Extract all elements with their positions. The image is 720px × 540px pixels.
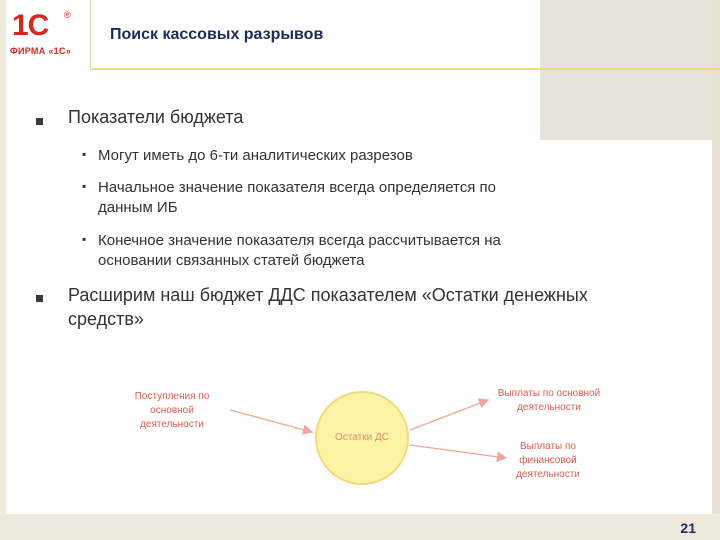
node-cash-balance: Остатки ДС [335, 432, 389, 443]
node-operating-inflows-line-1: Поступления по [134, 391, 210, 402]
node-operating-payments [484, 387, 614, 415]
slide-title: Поиск кассовых разрывов [110, 26, 324, 43]
arrow-balance-to-financial-payments [410, 445, 506, 458]
sub-bullet-mark: ▪ [82, 232, 87, 246]
node-financial-payments [498, 440, 598, 482]
logo-registered-mark: ® [64, 10, 71, 20]
bullet-extend-budget-line-2: средств» [68, 309, 144, 329]
sub-bullet-mark: ▪ [82, 179, 87, 193]
sub-bullet-3-line-1: Конечное значение показателя всегда рассчитывается на [98, 232, 501, 249]
node-operating-inflows-line-2: основной [150, 405, 194, 416]
node-financial-payments-line-2: финансовой [519, 455, 577, 466]
bullet-extend-budget-line-1: Расширим наш бюджет ДДС показателем «Остатки денежных [68, 285, 588, 305]
page-number: 21 [680, 520, 696, 536]
sub-bullet-2-line-2: данным ИБ [98, 199, 178, 216]
sub-bullet-3-line-2: основании связанных статей бюджета [98, 252, 365, 269]
node-operating-payments-line-2: деятельности [517, 402, 581, 413]
sub-bullet-1: Могут иметь до 6-ти аналитических разрезов [98, 147, 413, 164]
logo-mark: 1С [12, 9, 49, 42]
sub-bullet-2-line-1: Начальное значение показателя всегда определяется по [98, 179, 497, 196]
arrow-inflow-to-balance [230, 410, 312, 432]
logo-text: ФИРМА «1С» [10, 46, 72, 56]
node-operating-inflows [112, 390, 232, 432]
node-operating-payments-line-1: Выплаты по основной [497, 388, 601, 399]
node-operating-inflows-line-3: деятельности [140, 419, 204, 430]
bullet-budget-indicators: Показатели бюджета [68, 107, 244, 127]
node-financial-payments-line-1: Выплаты по [520, 441, 576, 452]
arrow-balance-to-operating-payments [410, 400, 488, 430]
node-financial-payments-line-3: деятельности [516, 469, 580, 480]
sub-bullet-mark: ▪ [82, 147, 87, 161]
